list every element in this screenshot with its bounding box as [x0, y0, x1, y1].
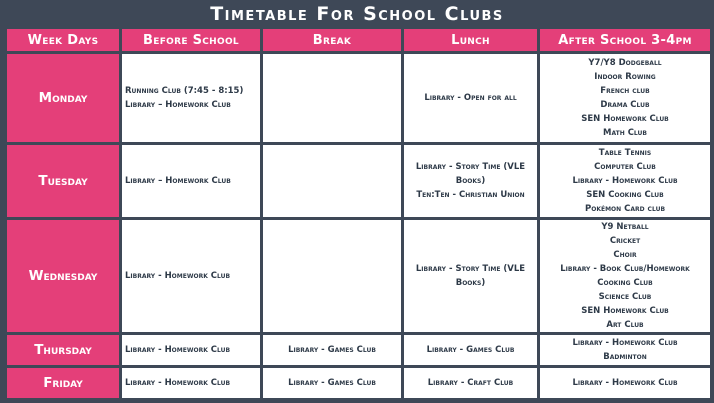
after-school-cell [540, 335, 710, 365]
club-entry: Badminton [603, 352, 647, 362]
header-week-days: Week Days [7, 29, 119, 51]
club-entry: Library - Games Club [288, 378, 376, 388]
after-school-cell [540, 368, 710, 398]
club-entry: French club [600, 86, 650, 96]
day-label: Friday [7, 368, 119, 398]
club-entry: Library - Open for all [424, 93, 517, 103]
club-entry: Science Club [598, 292, 652, 302]
club-entry: SEN Homework Club [581, 114, 669, 124]
table-row [7, 335, 710, 365]
lunch-cell [404, 220, 537, 332]
club-entry: Library - Homework Club [125, 271, 231, 281]
club-entry: Indoor Rowing [594, 72, 656, 82]
before-school-cell [122, 145, 260, 217]
day-label: Wednesday [7, 220, 119, 332]
break-cell [263, 335, 401, 365]
club-entry: Library - Craft Club [427, 378, 514, 388]
club-entry: Ten:Ten - Christian Union [416, 190, 525, 200]
lunch-cell [404, 54, 537, 142]
header-row [7, 29, 710, 51]
table-row [7, 145, 710, 217]
club-entry: Library - Homework Club [125, 345, 231, 355]
club-entry: Library - Homework Club [572, 176, 678, 186]
before-school-cell [122, 335, 260, 365]
lunch-cell [404, 368, 537, 398]
club-entry: Math Club [602, 128, 647, 138]
break-cell [263, 368, 401, 398]
after-school-cell [540, 220, 710, 332]
header-after-school: After School 3-4pm [540, 29, 710, 51]
club-entry: Library - Homework Club [572, 378, 678, 388]
day-label: Monday [7, 54, 119, 142]
header-before-school: Before School [122, 29, 260, 51]
club-entry: Choir [613, 250, 637, 260]
club-entry: Y9 Netball [601, 222, 649, 232]
club-entry: Y7/Y8 Dodgeball [588, 58, 662, 68]
club-entry: Running Club (7:45 - 8:15) [125, 86, 244, 96]
after-school-cell [540, 145, 710, 217]
club-entry: Cricket [609, 236, 641, 246]
club-entry: Cooking Club [597, 278, 653, 288]
club-entry: Library – Homework Club [125, 176, 231, 186]
club-entry: Library - Games Club [288, 345, 376, 355]
break-cell [263, 220, 401, 332]
table-row [7, 368, 710, 398]
before-school-cell [122, 54, 260, 142]
club-entry: Drama Club [600, 100, 650, 110]
club-entry: Library - Homework Club [125, 378, 231, 388]
club-entry: Computer Club [594, 162, 656, 172]
break-cell [263, 54, 401, 142]
club-entry: SEN Homework Club [581, 306, 669, 316]
table-row [7, 54, 710, 142]
club-entry: Table Tennis [598, 148, 652, 158]
timetable [4, 26, 713, 401]
club-entry: Library - Homework Club [572, 338, 678, 348]
day-label: Thursday [7, 335, 119, 365]
header-break: Break [263, 29, 401, 51]
club-entry: Library - Story Time (VLE Books) [415, 264, 526, 288]
header-lunch: Lunch [404, 29, 537, 51]
club-entry: Library – Homework Club [125, 100, 231, 110]
page-title: Timetable For School Clubs [210, 3, 504, 25]
before-school-cell [122, 368, 260, 398]
before-school-cell [122, 220, 260, 332]
club-entry: Pokémon Card club [584, 204, 666, 214]
table-row [7, 220, 710, 332]
lunch-cell [404, 145, 537, 217]
break-cell [263, 145, 401, 217]
club-entry: Library - Games Club [426, 345, 515, 355]
club-entry: Art Club [606, 320, 644, 330]
club-entry: SEN Cooking Club [586, 190, 664, 200]
club-entry: Library - Book Club/Homework [560, 264, 690, 274]
after-school-cell [540, 54, 710, 142]
day-label: Tuesday [7, 145, 119, 217]
lunch-cell [404, 335, 537, 365]
club-entry: Library - Story Time (VLE Books) [415, 162, 526, 186]
